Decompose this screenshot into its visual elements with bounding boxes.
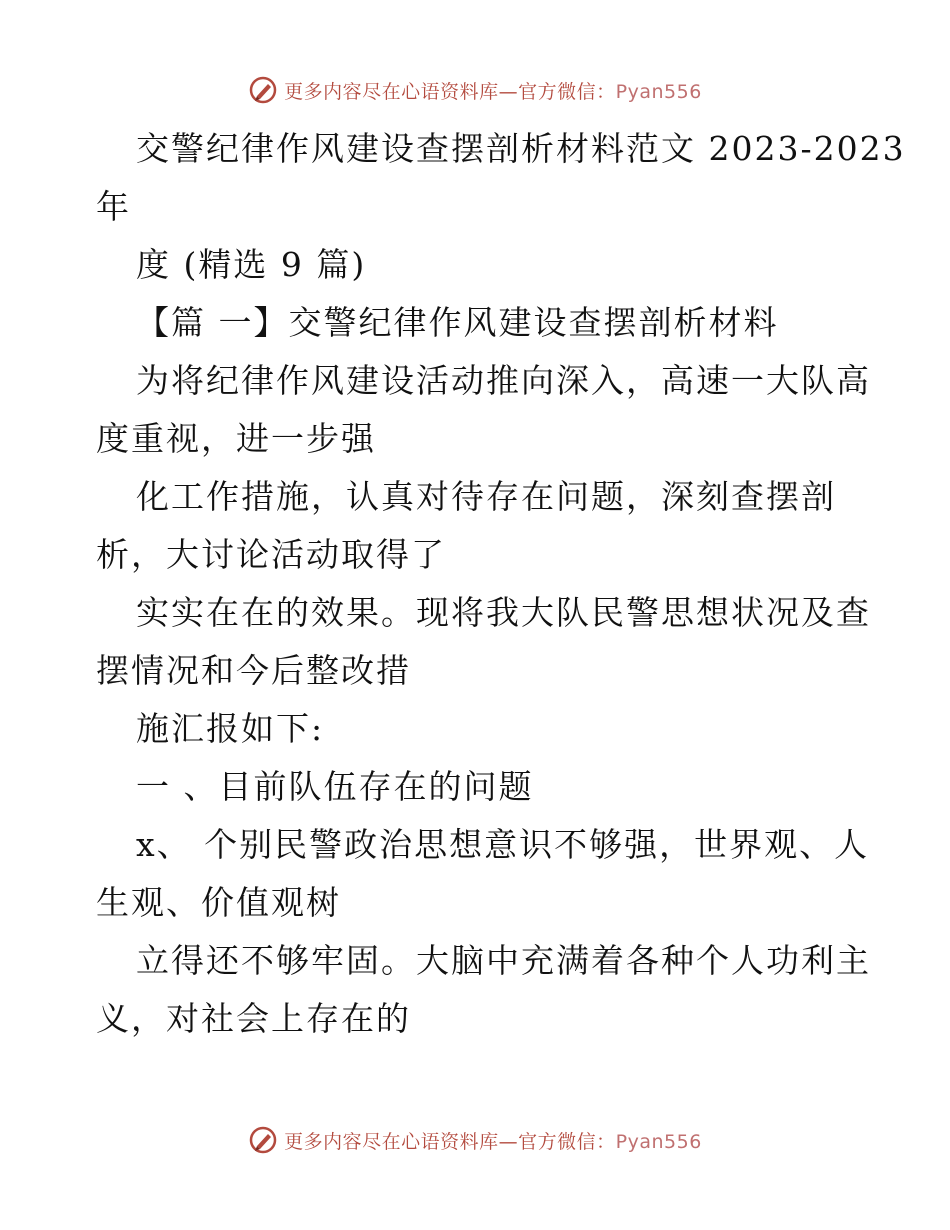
doc-line: 度重视，进一步强 — [96, 419, 376, 458]
section-heading: 【篇 一】交警纪律作风建设查摆剖析材料 — [136, 303, 779, 342]
pen-logo-icon — [248, 75, 278, 105]
doc-line: 立得还不够牢固。大脑中充满着各种个人功利主 — [136, 941, 871, 980]
doc-line: 为将纪律作风建设活动推向深入，高速一大队高 — [136, 361, 871, 400]
doc-line: 实实在在的效果。现将我大队民警思想状况及查 — [136, 593, 871, 632]
doc-line: 交警纪律作风建设查摆剖析材料范文 2023-2023 — [136, 129, 906, 168]
doc-line: 年 — [96, 187, 131, 226]
doc-line: 义，对社会上存在的 — [96, 999, 411, 1038]
doc-line: 化工作措施，认真对待存在问题，深刻查摆剖 — [136, 477, 836, 516]
watermark-banner-top — [0, 70, 950, 110]
doc-line: x、 个别民警政治思想意识不够强，世界观、人 — [136, 825, 870, 864]
doc-line: 施汇报如下: — [136, 709, 325, 748]
document-body — [96, 120, 906, 1048]
doc-line: 摆情况和今后整改措 — [96, 651, 411, 690]
doc-line: 析，大讨论活动取得了 — [96, 535, 446, 574]
doc-line: 度 (精选 9 篇) — [136, 245, 367, 284]
watermark-banner-bottom — [0, 1120, 950, 1160]
watermark-text: 更多内容尽在心语资料库—官方微信：Pyan556 — [284, 1130, 702, 1153]
pen-logo-icon — [248, 1125, 278, 1155]
doc-line: 生观、价值观树 — [96, 883, 341, 922]
section-heading: 一 、目前队伍存在的问题 — [136, 767, 534, 806]
watermark-text: 更多内容尽在心语资料库—官方微信：Pyan556 — [284, 80, 702, 103]
